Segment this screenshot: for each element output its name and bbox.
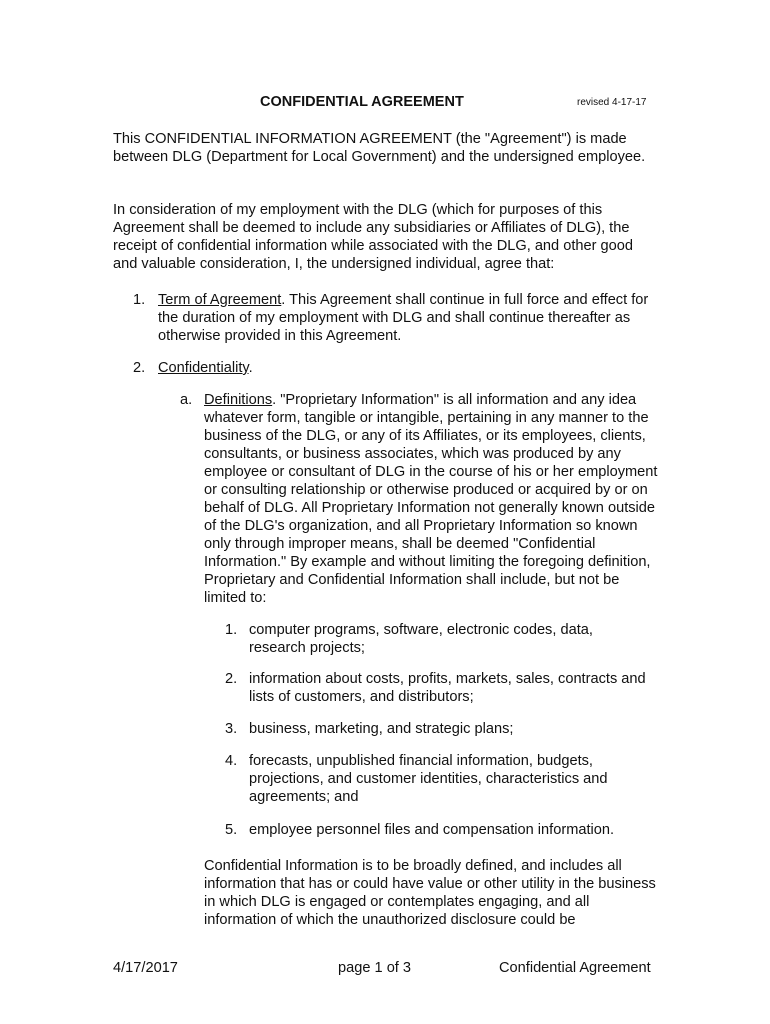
header-row [0,94,770,114]
section-1-heading: Term of Agreement [158,292,282,308]
subsection-a-heading: Definitions [204,392,273,408]
subsection-a-definitions [204,391,660,607]
list-item: employee personnel files and compensation information. [249,822,615,838]
list-item-number: 5. [225,822,238,838]
subsection-a-letter: a. [180,392,193,408]
list-item-number: 1. [225,622,238,638]
section-2-number: 2. [133,360,146,376]
consideration-paragraph: In consideration of my employment with the DLG (which for purposes of this Agreement shall be deemed to include any subsidiaries or Affiliates of DLG), the receipt of confidential information while associated with the DLG, and other good and valuable consideration, I, the undersigned individual, agree that: [113,202,634,272]
list-item-number: 3. [225,721,238,737]
list-item-number: 2. [225,671,238,687]
document-title: CONFIDENTIAL AGREEMENT [260,94,464,110]
revision-note: revised 4-17-17 [577,97,647,108]
footer-page-number: page 1 of 3 [338,960,412,976]
footer-title: Confidential Agreement [499,960,651,976]
list-item-number: 4. [225,753,238,769]
section-2-confidentiality [158,359,658,377]
section-1-term [158,291,658,345]
list-item: information about costs, profits, markets, sales, contracts and lists of customers, and distributors; [249,671,646,705]
section-2-text: . [248,360,253,376]
list-item: computer programs, software, electronic codes, data, research projects; [249,622,593,656]
section-2-heading: Confidentiality [158,360,249,376]
closing-paragraph: Confidential Information is to be broadly defined, and includes all information that has or could have value or other utility in the business in which DLG is engaged or contemplates engaging, and all information of which the unauthorized disclosure could be [204,858,656,928]
intro-paragraph: This CONFIDENTIAL INFORMATION AGREEMENT (the "Agreement") is made between DLG (Department for Local Government) and the undersigned employee. [113,131,646,165]
section-1-number: 1. [133,292,146,308]
list-item: forecasts, unpublished financial information, budgets, projections, and customer identities, characteristics and agreements; and [249,753,608,805]
section-1-text: . This Agreement shall continue in full force and effect for the duration of my employment with DLG and shall continue thereafter as otherwise provided in this Agreement. [158,292,649,344]
subsection-a-text: . "Proprietary Information" is all information and any idea whatever form, tangible or intangible, pertaining in any manner to the business of the DLG, or any of its Affiliates, or its employees, clients, consultants, or business associates, which was produced by any employee or consultant of DLG in the course of his or her employment or consulting relationship or otherwise produced or acquired by or on behalf of DLG. All Proprietary Information not generally known outside of the DLG's organization, and all Proprietary Information so known only through improper means, shall be deemed "Confidential Information." By example and without limiting the foregoing definition, Proprietary and Confidential Information shall include, but not be limited to: [204,392,658,606]
footer-date: 4/17/2017 [113,960,178,976]
list-item: business, marketing, and strategic plans; [249,721,514,737]
